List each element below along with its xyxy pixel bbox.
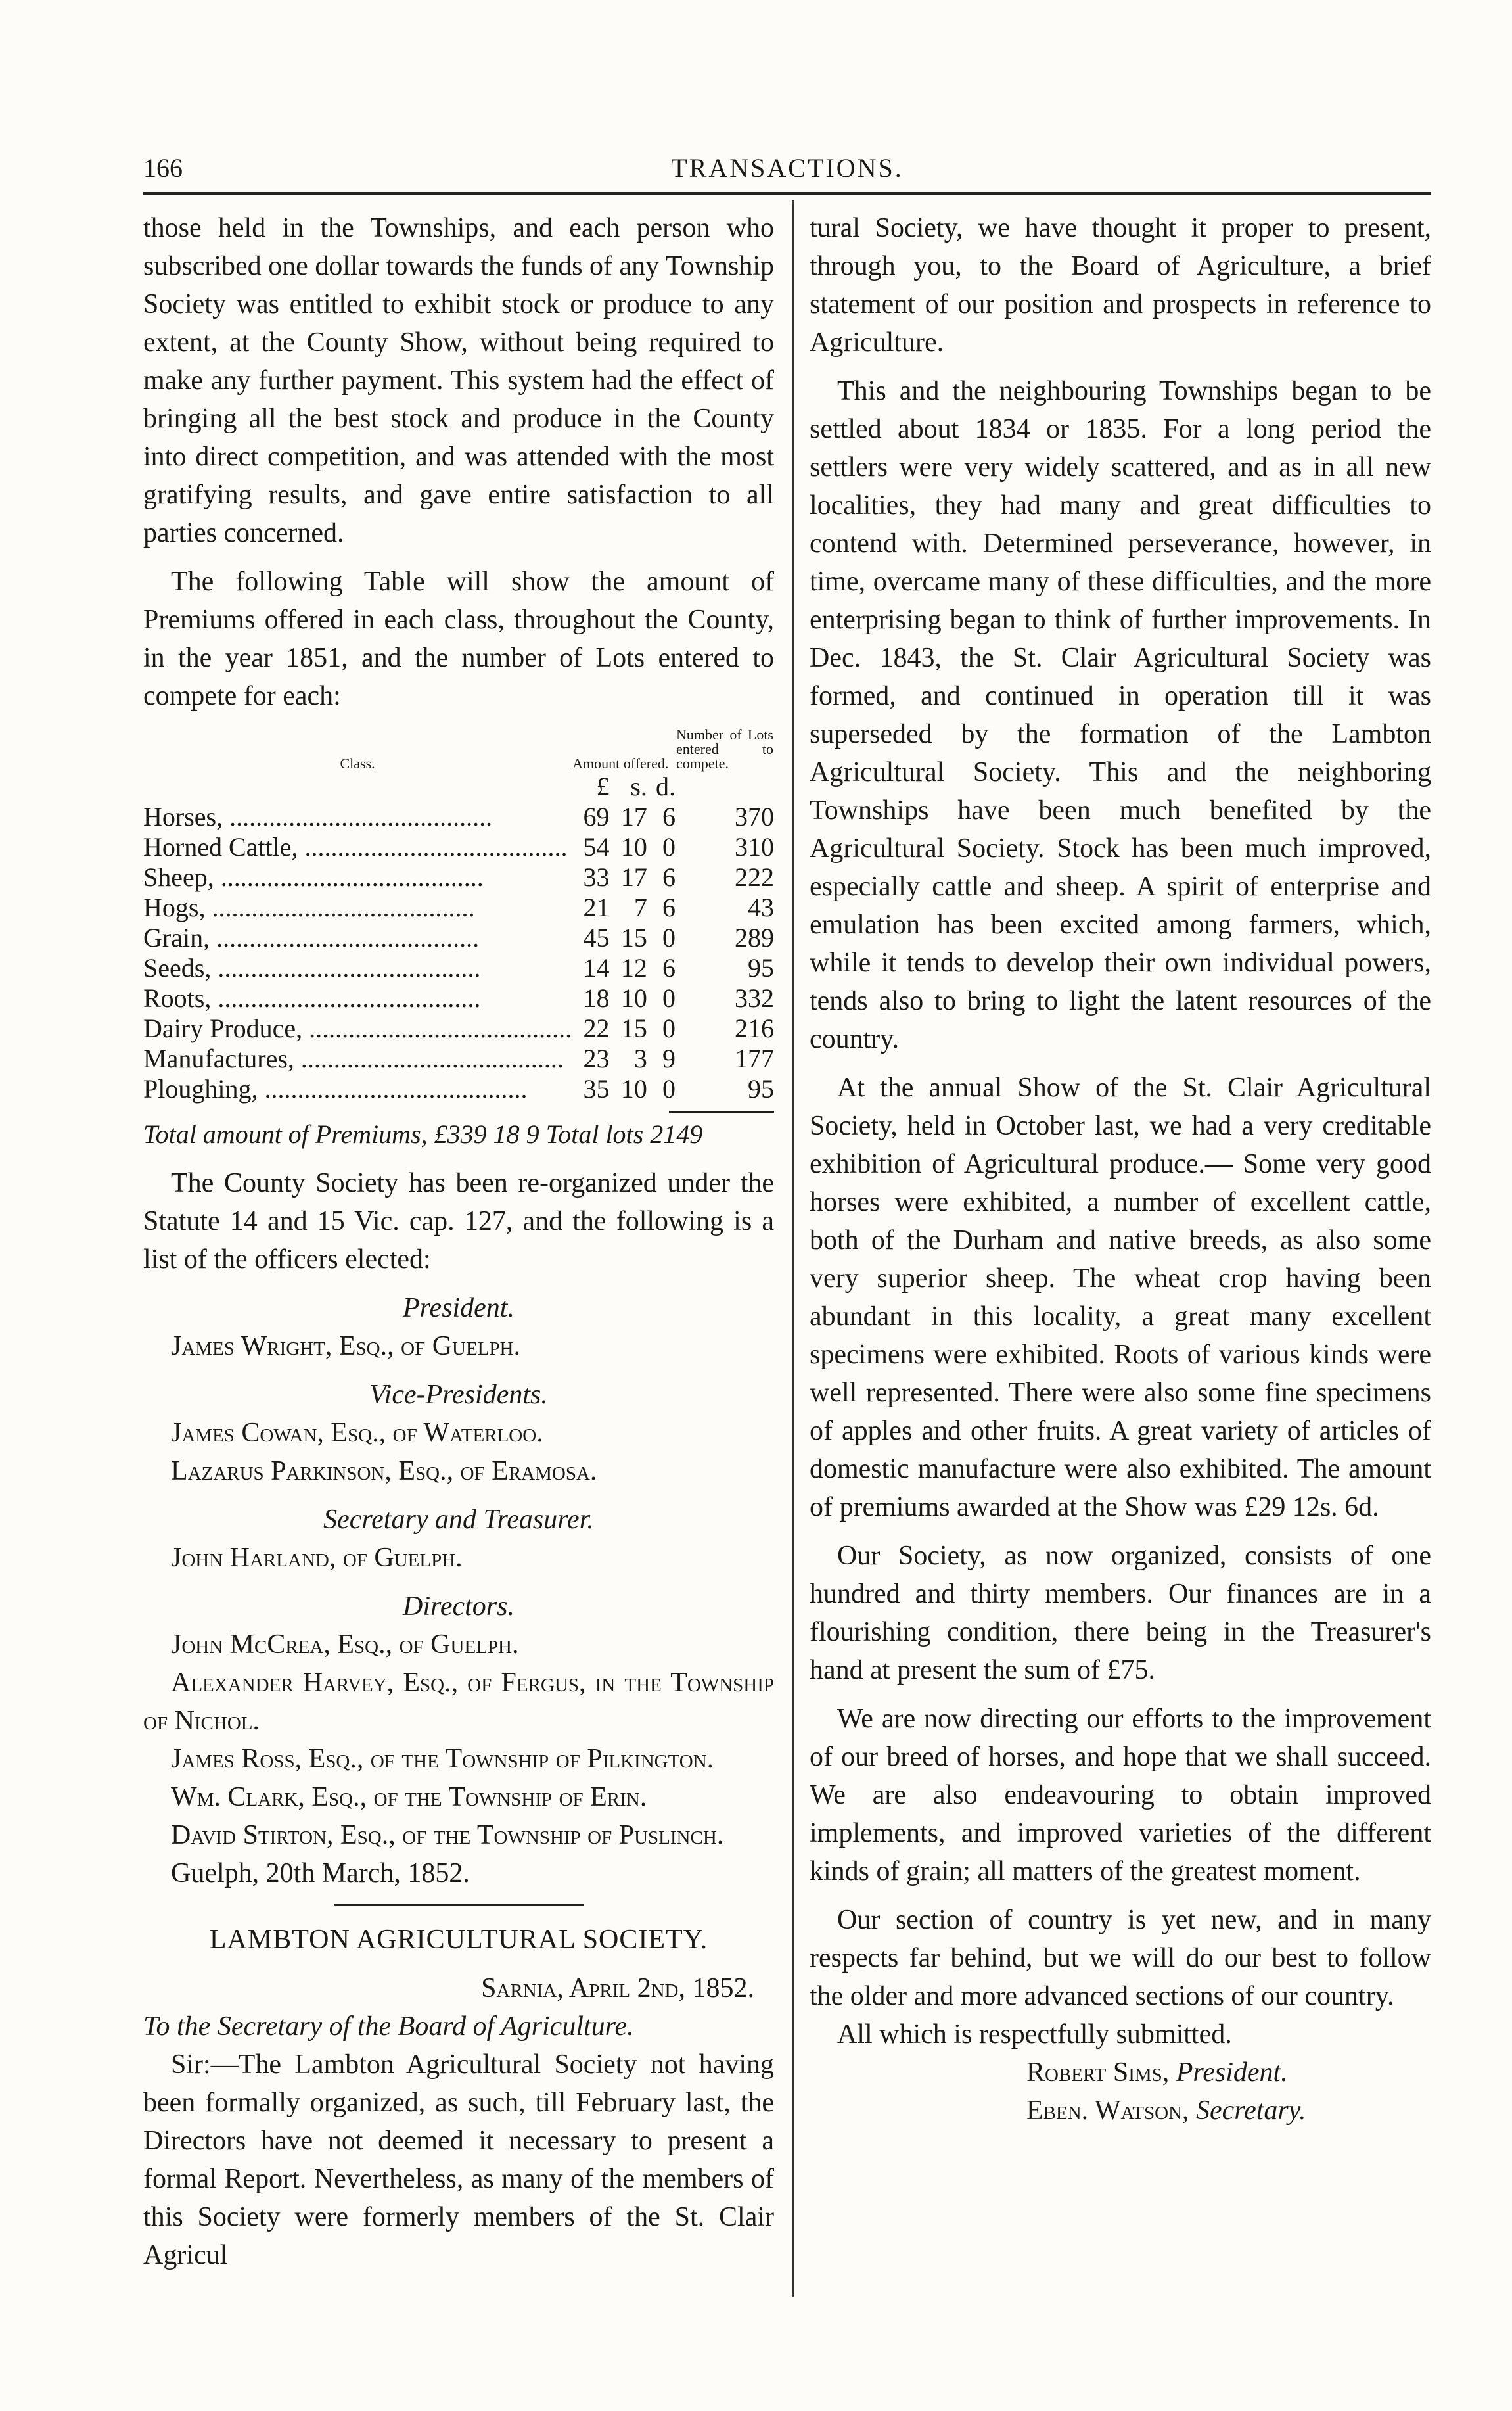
signer-title: Secretary. (1196, 2095, 1306, 2126)
pence-cell: 0 (662, 832, 676, 862)
paragraph: All which is respectfully submitted. (837, 2019, 1232, 2049)
signer-name: Eben. Watson, (1026, 2095, 1189, 2126)
signer-name: Robert Sims, (1026, 2057, 1170, 2088)
paragraph: We are now directing our efforts to the improvement of our breed of horses, and hope that we shall succeed. We are also endeavouring to obtain improved implements, and improved varieties of the different kinds of grain; all matters of the greatest moment. (810, 1704, 1431, 1886)
shillings-cell: 17 (620, 862, 647, 892)
officer-entry: Wm. Clark, Esq., of the Township of Erin. (171, 1782, 647, 1812)
pounds-cell: 33 (583, 862, 610, 892)
pence-cell: 0 (662, 983, 676, 1013)
officer-entry: Lazarus Parkinson, Esq., of Eramosa. (171, 1456, 597, 1486)
pounds-cell: 22 (583, 1014, 610, 1043)
premiums-table (143, 727, 774, 1104)
signature-president (810, 2053, 1431, 2092)
paragraph: Our Society, as now organized, consists of one hundred and thirty members. Our finances are in a flourishing condition, there being in the Treasurer's hand at present the sum of £75. (810, 1541, 1431, 1685)
lots-cell: 310 (735, 832, 774, 862)
unit-shillings: s. (630, 772, 647, 801)
lots-cell: 370 (735, 802, 774, 831)
right-column (810, 209, 1431, 2130)
class-cell: Manufactures, ........................................ (143, 1044, 564, 1073)
paragraph: The County Society has been re-organized under the Statute 14 and 15 Vic. cap. 127, and the following is a list of the officers elected: (143, 1168, 774, 1275)
table-row (143, 1074, 774, 1104)
column-divider (792, 200, 794, 2297)
lots-cell: 43 (748, 893, 774, 922)
class-cell: Roots, ........................................ (143, 983, 481, 1013)
signer-title: President. (1176, 2057, 1288, 2088)
pounds-cell: 69 (583, 802, 610, 831)
pounds-cell: 14 (583, 953, 610, 983)
page-header (143, 152, 1431, 192)
signature-secretary (810, 2092, 1431, 2130)
total-rule (669, 1111, 774, 1113)
unit-pounds: £ (596, 772, 610, 801)
table-header-lots: Number of Lots entered to compete. (676, 726, 773, 772)
lots-cell: 332 (735, 983, 774, 1013)
section-rule (334, 1904, 584, 1906)
officer-entry: John Harland, of Guelph. (171, 1543, 463, 1573)
lots-cell: 177 (735, 1044, 774, 1073)
pence-cell: 0 (662, 923, 676, 952)
table-row (143, 862, 774, 893)
section-heading: LAMBTON AGRICULTURAL SOCIETY. (209, 1925, 708, 1955)
officer-entry: Alexander Harvey, Esq., of Fergus, in the Township of Nichol. (143, 1668, 774, 1736)
table-row (143, 1044, 774, 1074)
class-cell: Ploughing, ........................................ (143, 1074, 528, 1104)
officer-entry: James Cowan, Esq., of Waterloo. (171, 1418, 543, 1448)
officer-entry: John McCrea, Esq., of Guelph. (171, 1629, 519, 1660)
class-cell: Seeds, ........................................ (143, 953, 481, 983)
pence-cell: 9 (662, 1044, 676, 1073)
paragraph: tural Society, we have thought it proper to present, through you, to the Board of Agriculture, a brief statement of our position and prospects in reference to Agriculture. (810, 213, 1431, 358)
pence-cell: 6 (662, 802, 676, 831)
class-cell: Sheep, ........................................ (143, 862, 484, 892)
paragraph: Our section of country is yet new, and in many respects far behind, but we will do our best to follow the older and more advanced sections of our country. (810, 1905, 1431, 2011)
officer-entry: James Wright, Esq., of Guelph. (171, 1331, 520, 1361)
class-cell: Hogs, ........................................ (143, 893, 475, 922)
officer-entry: David Stirton, Esq., of the Township of Puslinch. (171, 1820, 724, 1850)
officer-entry: James Ross, Esq., of the Township of Pilkington. (171, 1744, 714, 1774)
lots-cell: 95 (748, 1074, 774, 1104)
pounds-cell: 35 (583, 1074, 610, 1104)
pounds-cell: 45 (583, 923, 610, 952)
officer-heading: Vice-Presidents. (369, 1380, 548, 1410)
shillings-cell: 10 (620, 832, 647, 862)
class-cell: Horned Cattle, ........................................ (143, 832, 568, 862)
table-total: Total amount of Premiums, £339 18 9 Total lots 2149 (143, 1119, 703, 1149)
class-cell: Dairy Produce, ........................................ (143, 1014, 572, 1043)
lots-cell: 222 (735, 862, 774, 892)
officer-heading: Secretary and Treasurer. (323, 1505, 594, 1535)
left-column (143, 209, 774, 2274)
pounds-cell: 18 (583, 983, 610, 1013)
table-row (143, 832, 774, 862)
table-row (143, 923, 774, 953)
shillings-cell: 12 (620, 953, 647, 983)
shillings-cell: 10 (620, 1074, 647, 1104)
lots-cell: 289 (735, 923, 774, 952)
lots-cell: 216 (735, 1014, 774, 1043)
paragraph: This and the neighbouring Townships began to be settled about 1834 or 1835. For a long period the settlers were very widely scattered, and as in all new localities, they had many and great difficulties to contend with. Determined perseverance, however, in time, overcame many of these difficulties, and the more enterprising began to think of further improvements. In Dec. 1843, the St. Clair Agricultural Society was formed, and continued in operation till it was superseded by the formation of the Lambton Agricultural Society. This and the neighboring Townships have been much benefited by the Agricultural Society. Stock has been much improved, especially cattle and sheep. A spirit of enterprise and emulation has been excited among farmers, which, while it tends to develop their own individual powers, tends also to bring to light the latent resources of the country. (810, 376, 1431, 1054)
running-title: TRANSACTIONS. (671, 153, 904, 183)
class-cell: Grain, ........................................ (143, 923, 480, 952)
shillings-cell: 10 (620, 983, 647, 1013)
shillings-cell: 15 (620, 1014, 647, 1043)
dateline: Sarnia, April 2nd, 1852. (481, 1973, 754, 2003)
paragraph: At the annual Show of the St. Clair Agricultural Society, held in October last, we had a very creditable exhibition of Agricultural produce.— Some very good horses were exhibited, a number of excellent cattle, both of the Durham and native breeds, as also some very superior sheep. The wheat crop having been abundant in this locality, a great many excellent specimens were exhibited. Roots of various kinds were well represented. There were also some fine specimens of apples and other fruits. A great variety of articles of domestic manufacture were also exhibited. The amount of premiums awarded at the Show was £29 12s. 6d. (810, 1073, 1431, 1522)
date-line: Guelph, 20th March, 1852. (171, 1858, 470, 1888)
pounds-cell: 23 (583, 1044, 610, 1073)
table-header-class: Class. (340, 755, 375, 772)
table-row (143, 953, 774, 983)
shillings-cell: 3 (633, 1044, 647, 1073)
page-number: 166 (143, 153, 183, 183)
pence-cell: 6 (662, 862, 676, 892)
address-line: To the Secretary of the Board of Agriculture. (143, 2011, 634, 2042)
unit-pence: d. (656, 772, 676, 801)
table-row (143, 983, 774, 1014)
pence-cell: 0 (662, 1014, 676, 1043)
pence-cell: 6 (662, 893, 676, 922)
header-rule (143, 192, 1431, 195)
officer-heading: President. (403, 1293, 515, 1323)
shillings-cell: 15 (620, 923, 647, 952)
table-row (143, 1014, 774, 1044)
paragraph: The following Table will show the amount of Premiums offered in each class, throughout the County, in the year 1851, and the number of Lots entered to compete for each: (143, 567, 774, 711)
officer-heading: Directors. (403, 1591, 515, 1622)
table-row (143, 893, 774, 923)
lots-cell: 95 (748, 953, 774, 983)
paragraph: those held in the Townships, and each person who subscribed one dollar towards the funds of any Township Society was entitled to exhibit stock or produce to any extent, at the County Show, without being required to make any further payment. This system had the effect of bringing all the best stock and produce in the County into direct competition, and was attended with the most gratifying results, and gave entire satisfaction to all parties concerned. (143, 213, 774, 548)
pence-cell: 6 (662, 953, 676, 983)
shillings-cell: 17 (620, 802, 647, 831)
table-row (143, 802, 774, 832)
shillings-cell: 7 (633, 893, 647, 922)
pounds-cell: 21 (583, 893, 610, 922)
paragraph: Sir:—The Lambton Agricultural Society not having been formally organized, as such, till February last, the Directors have not deemed it necessary to present a formal Report. Nevertheless, as many of the members of this Society were formerly members of the St. Clair Agricul (143, 2049, 774, 2270)
pence-cell: 0 (662, 1074, 676, 1104)
table-header-amount: Amount offered. (572, 755, 669, 772)
class-cell: Horses, ........................................ (143, 802, 493, 831)
pounds-cell: 54 (583, 832, 610, 862)
